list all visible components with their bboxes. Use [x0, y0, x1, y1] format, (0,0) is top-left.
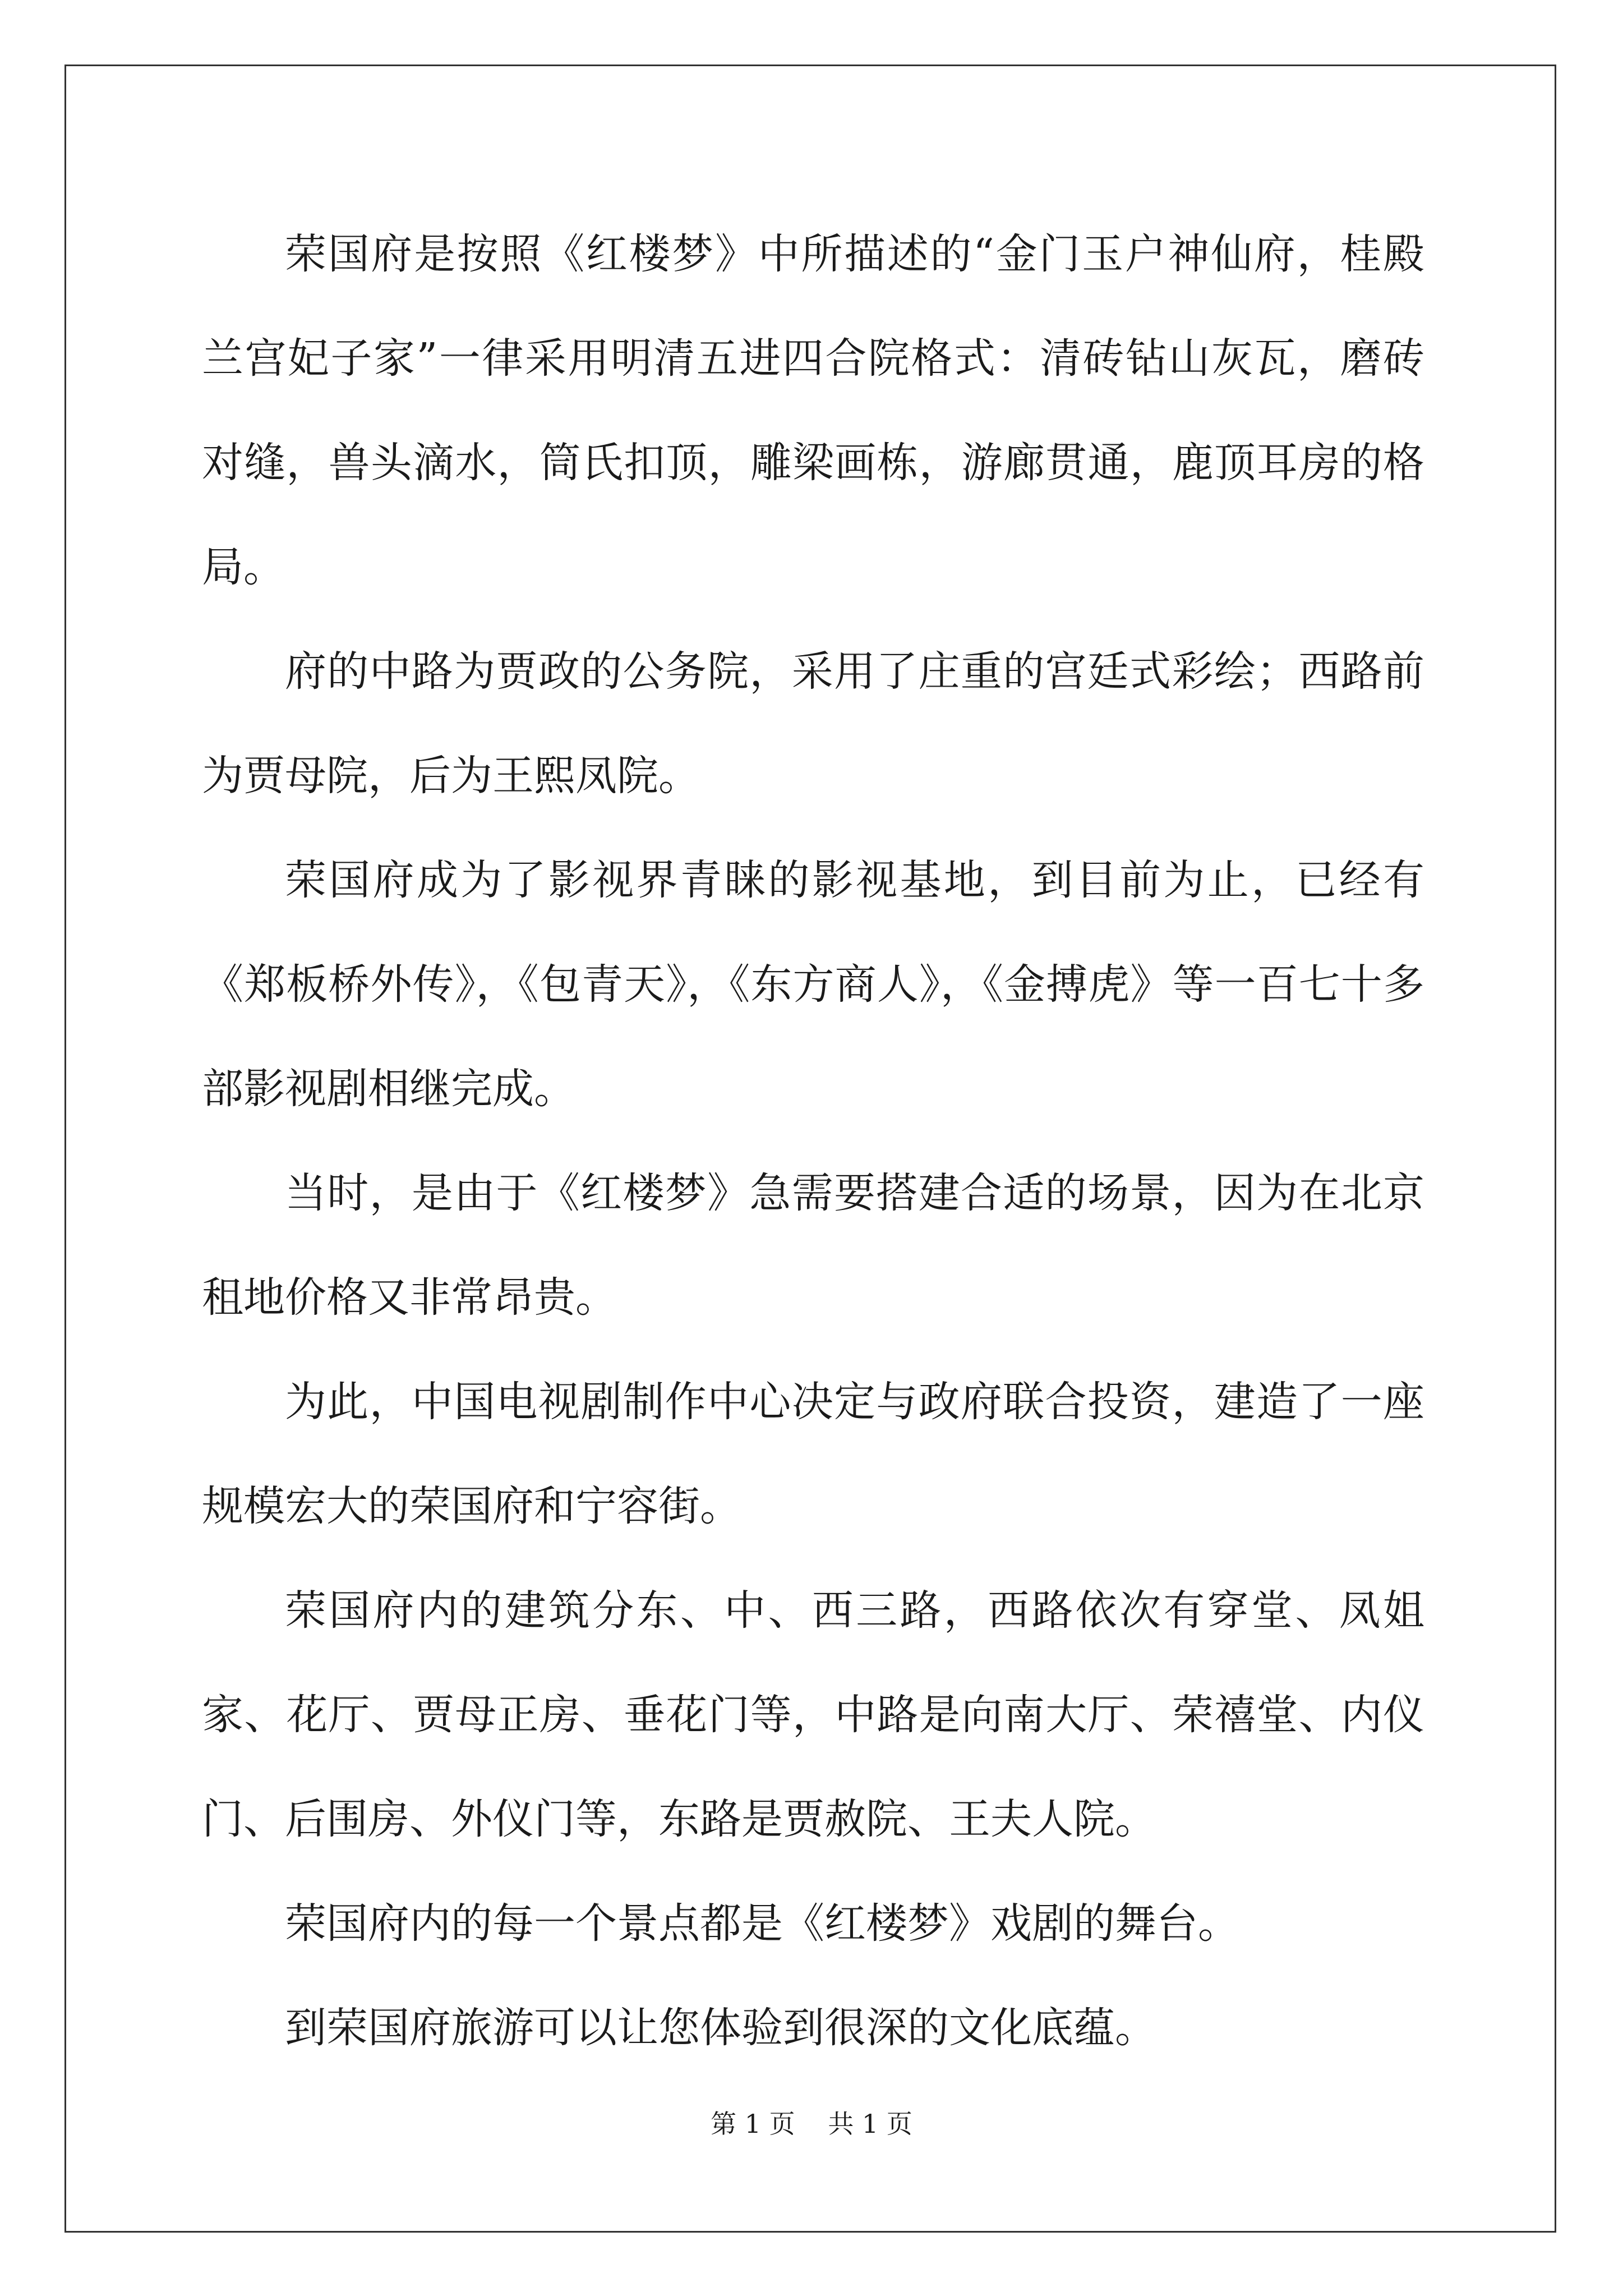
paragraph-1: 荣国府是按照《红楼梦》中所描述的“金门玉户神仙府，桂殿兰宫妃子家”一律采用明清五进四合院格式：清砖钻山灰瓦，磨砖对缝，兽头滴水，筒氏扣顶，雕梁画栋，游廊贯通，鹿顶耳房的格局。 [202, 230, 1424, 591]
paragraph-6: 荣国府内的建筑分东、中、西三路，西路依次有穿堂、凤姐家、花厅、贾母正房、垂花门等，中路是向南大厅、荣禧堂、内仪门、后围房、外仪门等，东路是贾赦院、王夫人院。 [202, 1586, 1424, 1843]
paragraph-3: 荣国府成为了影视界青睐的影视基地，到目前为止，已经有《郑板桥外传》，《包青天》，《东方商人》，《金搏虎》等一百七十多部影视剧相继完成。 [202, 856, 1424, 1113]
paragraph-5: 为此，中国电视剧制作中心决定与政府联合投资，建造了一座规模宏大的荣国府和宁容街。 [202, 1378, 1424, 1530]
paragraph-7: 荣国府内的每一个景点都是《红楼梦》戏剧的舞台。 [285, 1899, 1239, 1948]
document-body [202, 202, 1424, 2080]
page-total: 共 1 页 [828, 2109, 912, 2139]
paragraph-4: 当时，是由于《红楼梦》急需要搭建合适的场景，因为在北京租地价格又非常昂贵。 [202, 1169, 1424, 1322]
page-footer [0, 2104, 1623, 2141]
paragraph-2: 府的中路为贾政的公务院，采用了庄重的宫廷式彩绘；西路前为贾母院，后为王熙凤院。 [202, 647, 1424, 800]
page-number: 第 1 页 [711, 2109, 795, 2139]
paragraph-8: 到荣国府旅游可以让您体验到很深的文化底蕴。 [285, 2004, 1156, 2052]
